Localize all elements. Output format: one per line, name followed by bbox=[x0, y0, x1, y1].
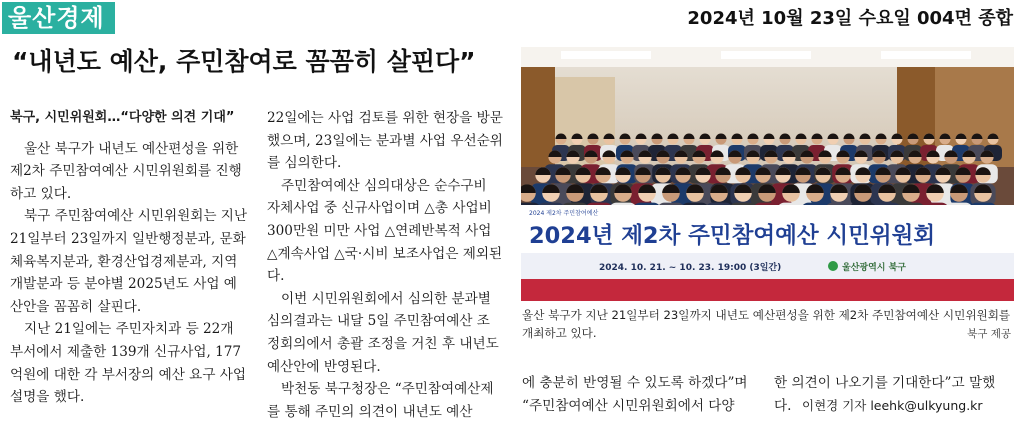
article-column-4 bbox=[774, 372, 1012, 417]
news-photo bbox=[521, 47, 1014, 301]
paragraph: 주민참여예산 심의대상은 순수구비 자체사업 중 신규사업이며 △총 사업비 300만원 미만 사업 △연례반복적 사업 △계속사업 △국·시비 보조사업은 제외된다. bbox=[267, 177, 503, 285]
banner-organization: 울산광역시 북구 bbox=[842, 263, 906, 273]
article-column-3 bbox=[522, 372, 760, 417]
paragraph: 한 의견이 나오기를 기대한다”고 말했다. bbox=[774, 375, 996, 414]
banner-date: 2024. 10. 21. ~ 10. 23. 19:00 (3일간) bbox=[599, 263, 782, 273]
paragraph: 이번 시민위원회에서 심의한 분과별 심의결과는 내달 5일 주민참여예산 조정회의에서 총괄 조정을 거친 후 내년도 예산안에 반영된다. bbox=[267, 290, 499, 375]
article-headline: “내년도 예산, 주민참여로 꼼꼼히 살핀다” bbox=[12, 47, 476, 76]
dateline: 2024년 10월 23일 수요일 004면 종합 bbox=[687, 8, 1013, 29]
photo-scene bbox=[521, 47, 1014, 301]
reporter-byline: 이현경 기자 leehk@ulkyung.kr bbox=[802, 398, 983, 413]
banner-title: 2024년 제2차 주민참여예산 시민위원회 bbox=[529, 223, 936, 249]
photo-caption: 울산 북구가 지난 21일부터 23일까지 내년도 예산편성을 위한 제2차 주민참여예산 시민위원회를 개최하고 있다. bbox=[522, 308, 1011, 340]
newspaper-logo: 울산경제 bbox=[2, 2, 115, 34]
article-subheadline: 북구, 시민위원회…“다양한 의견 기대” bbox=[10, 110, 235, 125]
paragraph: 울산 북구가 내년도 예산편성을 위한 제2차 주민참여예산 시민위원회를 진행하고 있다. bbox=[10, 140, 242, 202]
paragraph: 22일에는 사업 검토를 위한 현장을 방문했으며, 23일에는 분과별 사업 우선순위를 심의한다. bbox=[267, 110, 503, 172]
paragraph: 북구 주민참여예산 시민위원회는 지난 21일부터 23일까지 일반행정분과, 문화체육복지분과, 환경산업경제분과, 지역개발분과 등 분야별 2025년도 사업 예산안을 꼼꼼히 살핀다. bbox=[10, 208, 248, 315]
article-column-2 bbox=[267, 107, 503, 423]
paragraph: 지난 21일에는 주민자치과 등 22개 부서에서 제출한 139개 신규사업, 177억원에 대한 각 부서장의 예산 요구 사업 설명을 했다. bbox=[10, 321, 247, 406]
paragraph: 에 충분히 반영될 수 있도록 하겠다”며 “주민참여예산 시민위원회에서 다양 bbox=[522, 375, 748, 414]
paragraph: 박천동 북구청장은 “주민참여예산제를 통해 주민의 의견이 내년도 예산 bbox=[267, 381, 494, 420]
district-emblem-icon bbox=[828, 261, 838, 271]
banner-small-text: 2024 제2차 주민참여예산 bbox=[529, 210, 599, 217]
article-column-1 bbox=[10, 107, 248, 409]
banner-red-band bbox=[521, 279, 1014, 301]
photo-credit: 북구 제공 bbox=[967, 328, 1011, 340]
masthead bbox=[0, 0, 1025, 38]
